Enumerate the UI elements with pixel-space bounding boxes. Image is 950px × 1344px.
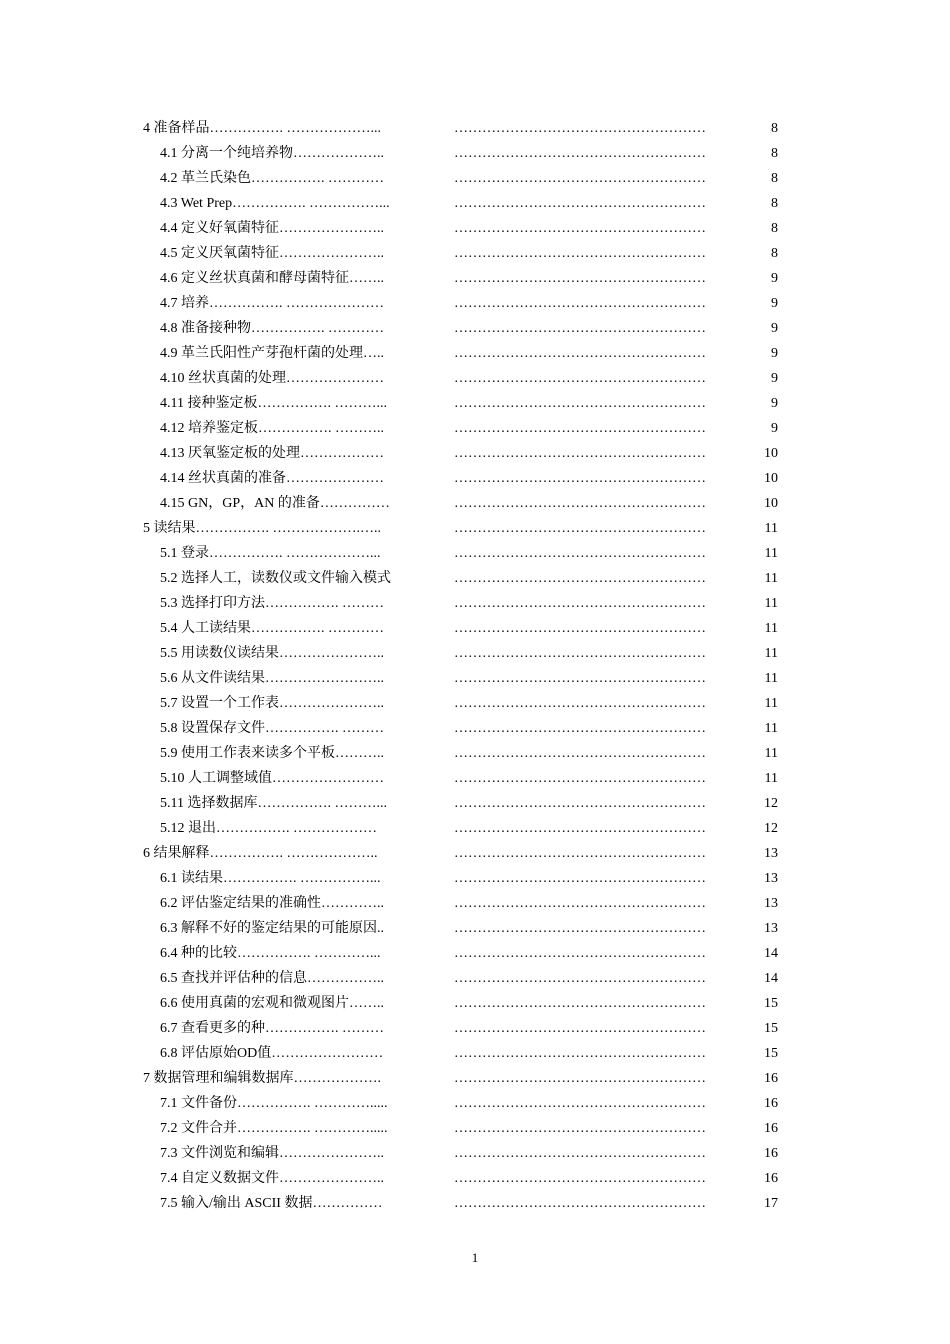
toc-entry [0, 291, 950, 316]
toc-dot-leader: ……………………………………………… [454, 196, 706, 211]
toc-entry [0, 491, 950, 516]
toc-entry-title: 6 结果解释……………. ……………….. [143, 846, 378, 861]
toc-entry [0, 716, 950, 741]
toc-entry-page: 11 [764, 521, 778, 536]
toc-entry-page: 9 [771, 421, 778, 436]
toc-entry-title: 7.3 文件浏览和编辑………………….. [160, 1146, 384, 1161]
toc-entry-title: 4.7 培养……………. ………………… [160, 296, 384, 311]
toc-entry [0, 441, 950, 466]
toc-entry-page: 10 [764, 496, 778, 511]
toc-dot-leader: ……………………………………………… [454, 121, 706, 136]
toc-entry-page: 13 [764, 846, 778, 861]
toc-entry-page: 10 [764, 446, 778, 461]
toc-entry-page: 16 [764, 1146, 778, 1161]
toc-dot-leader: ……………………………………………… [454, 596, 706, 611]
toc-entry-title: 6.6 使用真菌的宏观和微观图片…….. [160, 996, 384, 1011]
toc-entry [0, 666, 950, 691]
toc-entry-title: 5.8 设置保存文件……………. ……… [160, 721, 384, 736]
table-of-contents [0, 116, 950, 1216]
toc-dot-leader: ……………………………………………… [454, 471, 706, 486]
toc-entry-page: 8 [771, 221, 778, 236]
toc-entry-title: 5.6 从文件读结果…………………….. [160, 671, 384, 686]
toc-entry-title: 4 准备样品……………. ………………... [143, 121, 381, 136]
toc-entry-page: 11 [764, 746, 778, 761]
toc-entry-page: 11 [764, 696, 778, 711]
toc-entry [0, 391, 950, 416]
toc-dot-leader: ……………………………………………… [454, 996, 706, 1011]
toc-entry [0, 416, 950, 441]
toc-entry-title: 7 数据管理和编辑数据库………………. [143, 1071, 381, 1086]
toc-entry-page: 11 [764, 771, 778, 786]
toc-entry [0, 1116, 950, 1141]
toc-entry-page: 8 [771, 196, 778, 211]
toc-entry-page: 8 [771, 121, 778, 136]
toc-entry [0, 316, 950, 341]
toc-entry-title: 6.3 解释不好的鉴定结果的可能原因.. [160, 921, 384, 936]
toc-entry [0, 841, 950, 866]
toc-dot-leader: ……………………………………………… [454, 371, 706, 386]
toc-entry-title: 4.2 革兰氏染色……………. ………… [160, 171, 384, 186]
toc-dot-leader: ……………………………………………… [454, 496, 706, 511]
toc-entry-title: 4.11 接种鉴定板……………. ………... [160, 396, 387, 411]
toc-entry [0, 916, 950, 941]
toc-entry-page: 14 [764, 946, 778, 961]
toc-entry [0, 266, 950, 291]
toc-dot-leader: ……………………………………………… [454, 346, 706, 361]
toc-entry-page: 11 [764, 721, 778, 736]
toc-dot-leader: ……………………………………………… [454, 321, 706, 336]
toc-entry-page: 11 [764, 671, 778, 686]
toc-dot-leader: ……………………………………………… [454, 871, 706, 886]
toc-entry-page: 12 [764, 821, 778, 836]
toc-dot-leader: ……………………………………………… [454, 296, 706, 311]
toc-entry-title: 4.4 定义好氧菌特征………………….. [160, 221, 384, 236]
toc-entry-page: 11 [764, 546, 778, 561]
toc-entry [0, 466, 950, 491]
toc-dot-leader: ……………………………………………… [454, 1096, 706, 1111]
toc-dot-leader: ……………………………………………… [454, 571, 706, 586]
toc-entry-title: 6.5 查找并评估种的信息…………….. [160, 971, 384, 986]
toc-dot-leader: ……………………………………………… [454, 396, 706, 411]
toc-entry-title: 7.5 输入/输出 ASCII 数据…………… [160, 1196, 383, 1211]
toc-dot-leader: ……………………………………………… [454, 146, 706, 161]
toc-dot-leader: ……………………………………………… [454, 246, 706, 261]
toc-dot-leader: ……………………………………………… [454, 546, 706, 561]
toc-dot-leader: ……………………………………………… [454, 846, 706, 861]
toc-entry-title: 7.4 自定义数据文件………………….. [160, 1171, 384, 1186]
toc-entry-page: 11 [764, 571, 778, 586]
toc-entry [0, 166, 950, 191]
toc-entry-page: 9 [771, 321, 778, 336]
toc-entry [0, 1066, 950, 1091]
toc-entry-page: 13 [764, 871, 778, 886]
toc-entry-page: 16 [764, 1096, 778, 1111]
toc-entry-page: 13 [764, 896, 778, 911]
toc-entry [0, 641, 950, 666]
toc-entry-page: 8 [771, 171, 778, 186]
toc-entry [0, 516, 950, 541]
toc-entry [0, 1016, 950, 1041]
toc-entry-title: 5.5 用读数仪读结果………………….. [160, 646, 384, 661]
toc-entry [0, 941, 950, 966]
toc-entry [0, 741, 950, 766]
toc-entry [0, 1191, 950, 1216]
toc-entry [0, 241, 950, 266]
toc-entry-page: 9 [771, 346, 778, 361]
toc-entry [0, 1166, 950, 1191]
toc-dot-leader: ……………………………………………… [454, 1046, 706, 1061]
toc-entry-title: 7.2 文件合并……………. …………..... [160, 1121, 388, 1136]
toc-entry-page: 16 [764, 1121, 778, 1136]
toc-dot-leader: ……………………………………………… [454, 671, 706, 686]
toc-entry [0, 541, 950, 566]
toc-entry [0, 691, 950, 716]
toc-dot-leader: ……………………………………………… [454, 746, 706, 761]
toc-entry [0, 991, 950, 1016]
toc-entry-title: 6.7 查看更多的种……………. ……… [160, 1021, 384, 1036]
toc-entry-page: 8 [771, 246, 778, 261]
toc-entry-title: 6.8 评估原始OD值…………………… [160, 1046, 384, 1061]
toc-entry [0, 191, 950, 216]
toc-dot-leader: ……………………………………………… [454, 1196, 706, 1211]
toc-entry-page: 9 [771, 296, 778, 311]
toc-entry [0, 816, 950, 841]
toc-entry-page: 9 [771, 271, 778, 286]
toc-entry [0, 791, 950, 816]
toc-entry-page: 9 [771, 396, 778, 411]
toc-entry-title: 6.2 评估鉴定结果的准确性………….. [160, 896, 384, 911]
toc-entry-title: 4.13 厌氧鉴定板的处理……………… [160, 446, 384, 461]
toc-dot-leader: ……………………………………………… [454, 721, 706, 736]
toc-entry-title: 5.10 人工调整域值…………………… [160, 771, 384, 786]
toc-dot-leader: ……………………………………………… [454, 696, 706, 711]
toc-entry-title: 4.1 分离一个纯培养物……………….. [160, 146, 384, 161]
toc-entry-title: 6.1 读结果……………. ……………... [160, 871, 381, 886]
toc-entry-title: 4.14 丝状真菌的准备………………… [160, 471, 384, 486]
toc-entry-title: 4.10 丝状真菌的处理………………… [160, 371, 384, 386]
toc-entry-page: 13 [764, 921, 778, 936]
toc-dot-leader: ……………………………………………… [454, 421, 706, 436]
toc-entry-page: 11 [764, 646, 778, 661]
toc-entry-title: 5.12 退出……………. ……………… [160, 821, 377, 836]
toc-entry [0, 1141, 950, 1166]
toc-entry-page: 10 [764, 471, 778, 486]
toc-dot-leader: ……………………………………………… [454, 446, 706, 461]
toc-entry-title: 4.6 定义丝状真菌和酵母菌特征…….. [160, 271, 384, 286]
toc-entry-title: 4.15 GN，GP，AN 的准备…………… [160, 496, 390, 511]
toc-entry [0, 966, 950, 991]
toc-dot-leader: ……………………………………………… [454, 271, 706, 286]
toc-entry [0, 1041, 950, 1066]
toc-entry-title: 6.4 种的比较……………. …………... [160, 946, 381, 961]
toc-entry-page: 15 [764, 1021, 778, 1036]
toc-entry [0, 566, 950, 591]
toc-entry-page: 17 [764, 1196, 778, 1211]
toc-entry-title: 5.11 选择数据库……………. ………... [160, 796, 387, 811]
toc-entry-page: 16 [764, 1071, 778, 1086]
toc-entry-page: 9 [771, 371, 778, 386]
toc-dot-leader: ……………………………………………… [454, 1021, 706, 1036]
toc-entry-title: 5.4 人工读结果……………. ………… [160, 621, 384, 636]
toc-dot-leader: ……………………………………………… [454, 896, 706, 911]
toc-dot-leader: ……………………………………………… [454, 1071, 706, 1086]
toc-entry-page: 8 [771, 146, 778, 161]
toc-entry-title: 5.3 选择打印方法……………. ……… [160, 596, 384, 611]
toc-entry [0, 341, 950, 366]
toc-entry [0, 766, 950, 791]
toc-entry [0, 1091, 950, 1116]
toc-entry-title: 5.1 登录……………. ………………... [160, 546, 381, 561]
toc-entry [0, 141, 950, 166]
toc-entry [0, 366, 950, 391]
toc-dot-leader: ……………………………………………… [454, 821, 706, 836]
toc-dot-leader: ……………………………………………… [454, 1146, 706, 1161]
toc-entry [0, 216, 950, 241]
toc-entry-title: 4.5 定义厌氧菌特征………………….. [160, 246, 384, 261]
toc-entry-page: 15 [764, 996, 778, 1011]
toc-entry-page: 11 [764, 621, 778, 636]
toc-entry [0, 866, 950, 891]
toc-entry [0, 116, 950, 141]
toc-entry-page: 16 [764, 1171, 778, 1186]
toc-dot-leader: ……………………………………………… [454, 171, 706, 186]
toc-entry [0, 591, 950, 616]
toc-dot-leader: ……………………………………………… [454, 971, 706, 986]
toc-dot-leader: ……………………………………………… [454, 221, 706, 236]
toc-entry-page: 15 [764, 1046, 778, 1061]
toc-dot-leader: ……………………………………………… [454, 521, 706, 536]
toc-entry-title: 7.1 文件备份……………. …………..... [160, 1096, 388, 1111]
toc-entry-title: 5.2 选择人工，读数仪或文件输入模式 [160, 571, 391, 586]
toc-entry-page: 11 [764, 596, 778, 611]
toc-entry-title: 5.7 设置一个工作表………………….. [160, 696, 384, 711]
toc-entry [0, 616, 950, 641]
toc-entry-page: 14 [764, 971, 778, 986]
toc-entry-title: 5.9 使用工作表来读多个平板……….. [160, 746, 384, 761]
toc-dot-leader: ……………………………………………… [454, 946, 706, 961]
page-number-footer: 1 [471, 1250, 479, 1265]
toc-dot-leader: ……………………………………………… [454, 1121, 706, 1136]
toc-dot-leader: ……………………………………………… [454, 621, 706, 636]
toc-dot-leader: ……………………………………………… [454, 771, 706, 786]
toc-entry-title: 4.8 准备接种物……………. ………… [160, 321, 384, 336]
toc-entry-title: 4.9 革兰氏阳性产芽孢杆菌的处理….. [160, 346, 384, 361]
toc-dot-leader: ……………………………………………… [454, 921, 706, 936]
toc-dot-leader: ……………………………………………… [454, 646, 706, 661]
toc-entry-title: 4.12 培养鉴定板……………. ……….. [160, 421, 384, 436]
toc-entry-page: 12 [764, 796, 778, 811]
toc-entry-title: 4.3 Wet Prep……………. ……………... [160, 196, 390, 211]
toc-entry-title: 5 读结果……………. ……………….….. [143, 521, 381, 536]
toc-entry [0, 891, 950, 916]
toc-dot-leader: ……………………………………………… [454, 796, 706, 811]
toc-dot-leader: ……………………………………………… [454, 1171, 706, 1186]
